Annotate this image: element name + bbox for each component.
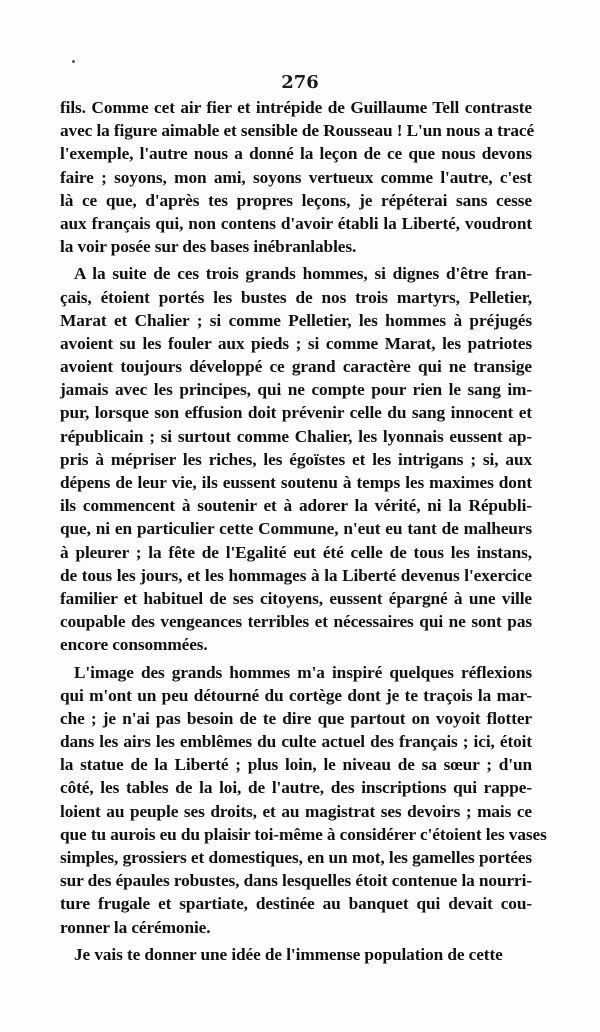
- text-line: de tous les jours, et les hommages à la Liberté devenus l'exercice: [60, 565, 532, 585]
- text-line: Je vais te donner une idée de l'immense population de cette: [74, 944, 503, 964]
- text-line: qui m'ont un peu détourné du cortège dont je te traçois la mar-: [60, 685, 532, 705]
- text-line: l'exemple, l'autre nous a donné la leçon de ce que nous devons: [60, 144, 532, 164]
- text-line: coupable des vengeances terribles et nécessaires qui ne sont pas: [60, 612, 532, 632]
- text-line: la voir posée sur des bases inébranlables.: [60, 237, 357, 257]
- text-line: côté, les tables de la loi, de l'autre, des inscriptions qui rappe-: [60, 778, 532, 798]
- text-line: que tu aurois eu du plaisir toi-même à considérer c'étoient les vases: [60, 824, 547, 844]
- text-line: la statue de la Liberté ; plus loin, le niveau de sa sœur ; d'un: [60, 755, 532, 775]
- text-line: Marat et Chalier ; si comme Pelletier, les hommes à préjugés: [60, 310, 532, 330]
- text-line: républicain ; si surtout comme Chalier, les lyonnais eussent ap-: [60, 426, 532, 446]
- text-line: pris à mépriser les riches, les égoïstes et les intrigans ; si, aux: [60, 449, 532, 469]
- paragraph: [60, 661, 547, 939]
- text-line: ture frugale et spartiate, destinée au banquet qui devait cou-: [60, 894, 532, 914]
- text-line: à pleurer ; la fête de l'Egalité eut été celle de tous les instans,: [60, 542, 532, 562]
- text-line: çais, étoient portés les bustes de nos trois martyrs, Pelletier,: [60, 287, 532, 307]
- ink-speck: [72, 60, 75, 63]
- text-line: jamais avec les principes, qui ne compte pour rien le sang im-: [60, 380, 532, 400]
- text-line: sur des épaules robustes, dans lesquelles étoit contenue la nourri-: [60, 871, 532, 891]
- text-line: pur, lorsque son effusion doit prévenir celle du sang innocent et: [60, 403, 532, 423]
- text-line: loient au peuple ses droits, et au magistrat ses devoirs ; mais ce: [60, 801, 532, 821]
- text-line: aux français qui, non contens d'avoir établi la Liberté, voudront: [60, 213, 532, 233]
- paragraph: [60, 943, 532, 966]
- paragraph: [60, 96, 535, 258]
- text-line: ronner la cérémonie.: [60, 917, 211, 937]
- text-line: ils commencent à soutenir et à adorer la vérité, ni la Républi-: [60, 496, 532, 516]
- text-line: familier et habituel de ses citoyens, eussent épargné à une ville: [60, 588, 532, 608]
- page-number: 276: [281, 72, 319, 93]
- body-text: [60, 96, 547, 966]
- text-line: que, ni en particulier cette Commune, n'eut eu tant de malheurs: [60, 519, 532, 539]
- text-line: avoient toujours développé ce grand caractère qui ne transige: [60, 357, 532, 377]
- text-line: L'image des grands hommes m'a inspiré quelques réflexions: [74, 662, 532, 682]
- text-line: A la suite de ces trois grands hommes, si dignes d'être fran-: [74, 264, 532, 284]
- text-line: encore consommées.: [60, 635, 208, 655]
- text-line: avoient su les fouler aux pieds ; si comme Marat, les patriotes: [60, 333, 532, 353]
- text-line: che ; je n'ai pas besoin de te dire que partout on voyoit flotter: [60, 708, 532, 728]
- text-line: simples, grossiers et domestiques, en un mot, les gamelles portées: [60, 848, 532, 867]
- text-line: avec la figure aimable et sensible de Rousseau ! L'un nous a tracé: [60, 121, 535, 141]
- text-line: dépens de leur vie, ils eussent soutenu à temps les maximes dont: [60, 473, 532, 492]
- text-line: fils. Comme cet air fier et intrépide de Guillaume Tell contraste: [60, 98, 532, 117]
- text-line: là ce que, d'après tes propres leçons, je répéterai sans cesse: [60, 190, 532, 210]
- paragraph: [60, 262, 532, 656]
- text-line: dans les airs les emblêmes du culte actuel des français ; ici, étoit: [60, 732, 532, 752]
- text-line: faire ; soyons, mon ami, soyons vertueux comme l'autre, c'est: [60, 167, 532, 187]
